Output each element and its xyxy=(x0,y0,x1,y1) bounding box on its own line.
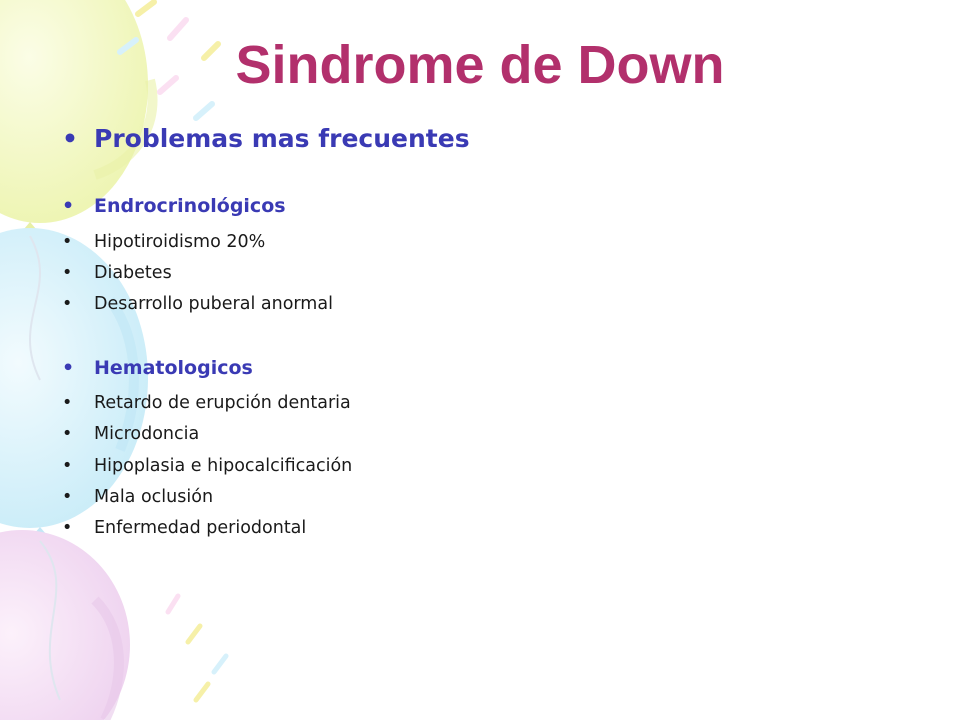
list-item xyxy=(62,393,351,413)
bullet-icon: • xyxy=(62,124,78,153)
list-item xyxy=(62,456,352,476)
bullet-icon: • xyxy=(62,195,75,217)
bullet-icon: • xyxy=(62,424,73,444)
slide-content xyxy=(62,0,922,720)
bullet-icon: • xyxy=(62,263,73,283)
list-item-text: Retardo de erupción dentaria xyxy=(94,393,351,413)
bullet-icon: • xyxy=(62,393,73,413)
list-item xyxy=(62,424,199,444)
list-item xyxy=(62,263,172,283)
main-heading: Problemas mas frecuentes xyxy=(94,124,470,153)
section-heading-hematologic xyxy=(62,357,253,379)
slide-title: Sindrome de Down xyxy=(235,35,725,95)
list-item xyxy=(62,518,306,538)
list-item-text: Hipotiroidismo 20% xyxy=(94,232,266,252)
list-item xyxy=(62,487,213,507)
list-item-text: Hipoplasia e hipocalcificación xyxy=(94,456,353,476)
bullet-icon: • xyxy=(62,232,73,252)
section-heading-endocrine xyxy=(62,195,286,217)
list-item-text: Desarrollo puberal anormal xyxy=(94,294,333,314)
section-heading: Hematologicos xyxy=(94,357,253,379)
list-item xyxy=(62,294,333,314)
section-heading: Endrocrinológicos xyxy=(94,195,286,217)
bullet-icon: • xyxy=(62,294,73,314)
bullet-icon: • xyxy=(62,487,73,507)
list-item-text: Enfermedad periodontal xyxy=(94,518,307,538)
list-item-text: Microdoncia xyxy=(94,424,200,444)
main-heading-item xyxy=(62,124,470,153)
list-item-text: Diabetes xyxy=(94,263,172,283)
list-item xyxy=(62,232,265,252)
bullet-icon: • xyxy=(62,518,73,538)
bullet-icon: • xyxy=(62,357,75,379)
bullet-icon: • xyxy=(62,456,73,476)
list-item-text: Mala oclusión xyxy=(94,487,214,507)
